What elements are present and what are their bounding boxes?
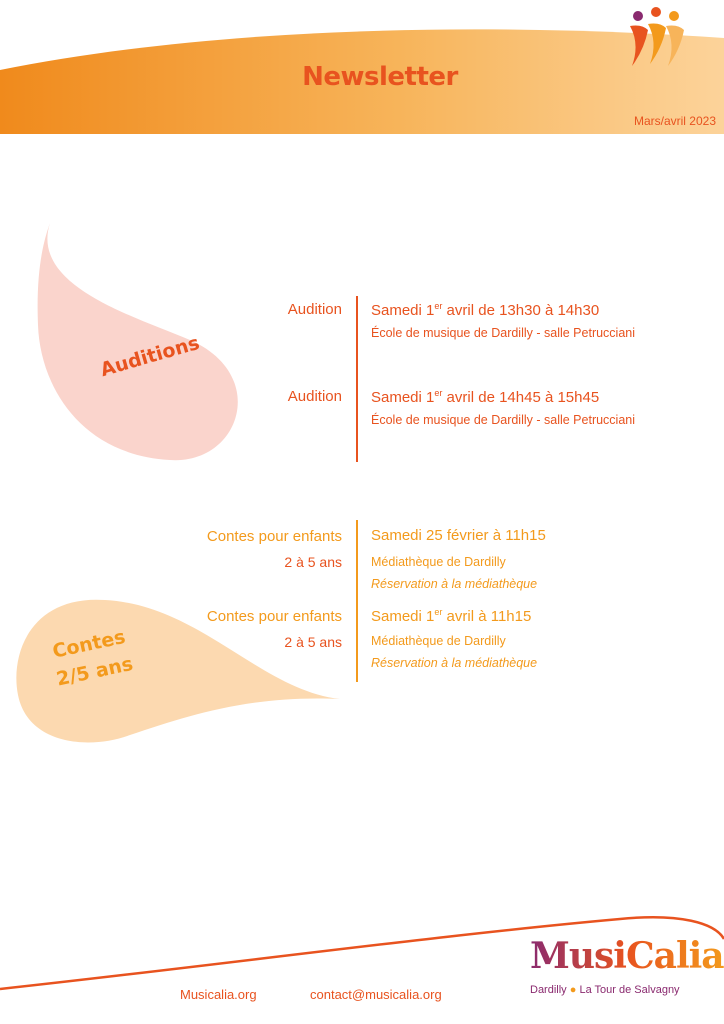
audition-1-title-main: Samedi 1 [371, 302, 435, 319]
conte-1-title-main: Samedi 25 février à 11h15 [371, 527, 546, 544]
conte-1-note: Réservation à la médiathèque [371, 577, 538, 591]
conte-1-label: Contes pour enfants [206, 528, 342, 545]
contes-label-line1: Contes [50, 625, 128, 663]
audition-2-location: École de musique de Dardilly - salle Petrucciani [371, 413, 636, 427]
auditions-divider [356, 296, 358, 462]
conte-2-title [371, 607, 531, 625]
conte-1-location: Médiathèque de Dardilly [371, 555, 506, 569]
logo-sub-dardilly: Dardilly [530, 984, 567, 996]
website-link[interactable]: Musicalia.org [180, 987, 257, 1002]
conte-2-age: 2 à 5 ans [284, 634, 342, 650]
audition-1-label: Audition [287, 301, 342, 318]
conte-1-title [371, 527, 546, 544]
logo-subtitle [530, 984, 680, 996]
logo-dot-icon: ● [569, 984, 577, 996]
conte-2-title-sup: er [434, 607, 443, 617]
auditions-drop-shape [20, 215, 250, 470]
audition-2-label: Audition [287, 388, 342, 405]
conte-2-title-main: Samedi 1 [371, 608, 435, 625]
audition-2-title [371, 388, 599, 406]
page-title: Newsletter [302, 62, 458, 92]
newsletter-date: Mars/avril 2023 [633, 114, 716, 128]
audition-2-title-main: Samedi 1 [371, 389, 435, 406]
audition-1-title-sup: er [434, 301, 443, 311]
audition-1-location: École de musique de Dardilly - salle Petrucciani [371, 326, 636, 340]
email-link[interactable]: contact@musicalia.org [310, 987, 442, 1002]
conte-2-title-rest: avril à 11h15 [442, 608, 532, 625]
audition-2-title-rest: avril de 14h45 à 15h45 [442, 389, 600, 406]
conte-1-age: 2 à 5 ans [284, 554, 342, 570]
conte-2-location: Médiathèque de Dardilly [371, 634, 506, 648]
logo-sub-tour: La Tour de Salvagny [579, 984, 680, 996]
audition-2-title-sup: er [434, 388, 443, 398]
conte-2-note: Réservation à la médiathèque [371, 656, 538, 670]
musicalia-logo: MusiCalia [530, 935, 724, 977]
audition-1-title [371, 301, 599, 319]
contes-label-line2: 2/5 ans [54, 652, 136, 691]
auditions-section-label: Auditions [98, 331, 202, 382]
contes-divider [356, 520, 358, 682]
conte-2-label: Contes pour enfants [206, 608, 342, 625]
audition-1-title-rest: avril de 13h30 à 14h30 [442, 302, 600, 319]
logo-figures-icon [626, 4, 696, 70]
